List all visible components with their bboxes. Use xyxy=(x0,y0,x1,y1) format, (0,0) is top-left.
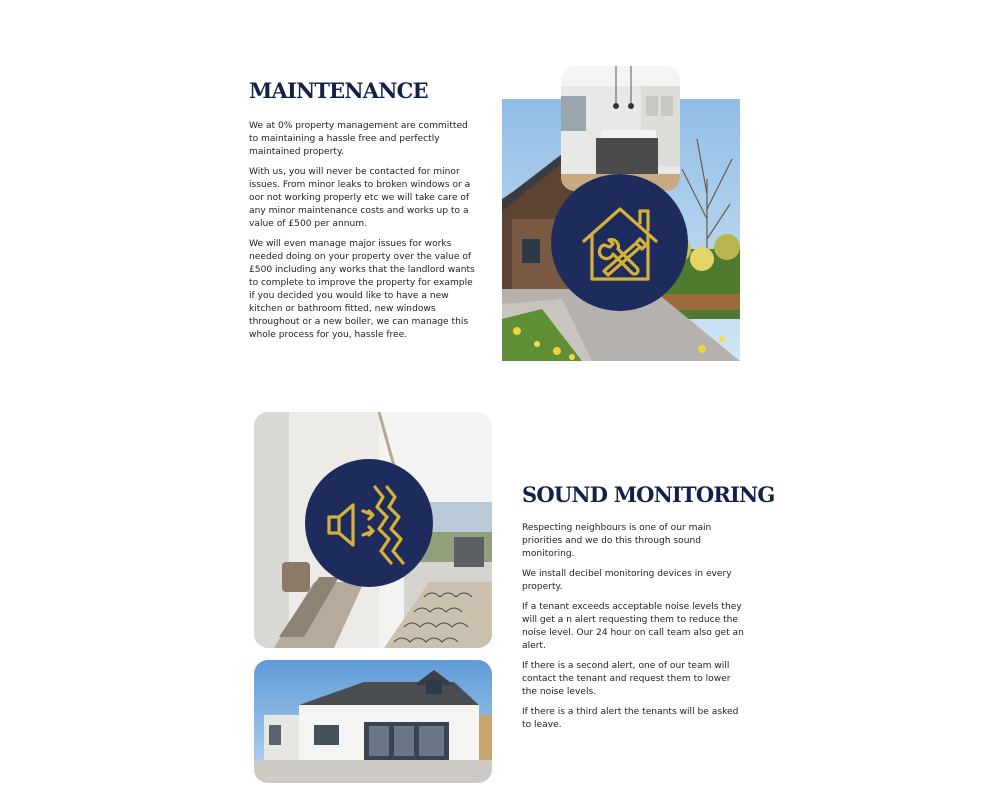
sound-monitoring-text xyxy=(522,522,748,739)
sound-paragraph-3: If a tenant exceeds acceptable noise levels they will get a n alert requesting them to reduce the noise level. Our 24 hour on call team also get an alert. xyxy=(522,602,744,651)
speaker-sound-wave-icon xyxy=(323,477,415,569)
maintenance-heading: MAINTENANCE xyxy=(249,78,428,103)
sound-paragraph-1: Respecting neighbours is one of our main priorities and we do this through sound monitoring. xyxy=(522,523,712,559)
maintenance-text xyxy=(249,120,475,349)
sound-icon-badge xyxy=(305,459,433,587)
maintenance-paragraph-1: We at 0% property management are committed to maintaining a hassle free and perfectly maintained property. xyxy=(249,121,468,157)
sound-paragraph-4: If there is a second alert, one of our team will contact the tenant and request them to lower the noise levels. xyxy=(522,661,731,697)
kitchen-photo xyxy=(561,66,680,191)
maintenance-paragraph-2: With us, you will never be contacted for minor issues. From minor leaks to broken windows or a oor not working properly etc we will take care of any minor maintenance costs and works up to a value of £500 per annum. xyxy=(249,167,471,229)
house-exterior-photo xyxy=(254,660,492,783)
sound-paragraph-5: If there is a third alert the tenants will be asked to leave. xyxy=(522,707,739,730)
sound-paragraph-2: We install decibel monitoring devices in every property. xyxy=(522,569,732,592)
house-tools-icon xyxy=(578,201,662,285)
sound-monitoring-heading: SOUND MONITORING xyxy=(522,482,775,507)
maintenance-icon-badge xyxy=(551,174,688,311)
maintenance-paragraph-3: We will even manage major issues for works needed doing on your property over the value of £500 including any works that the landlord wants to complete to improve the property for example if you decided you would like to have a new kitchen or bathroom fitted, new windows throughout or a new boiler, we can manage this whole process for you, hassle free. xyxy=(249,239,475,340)
